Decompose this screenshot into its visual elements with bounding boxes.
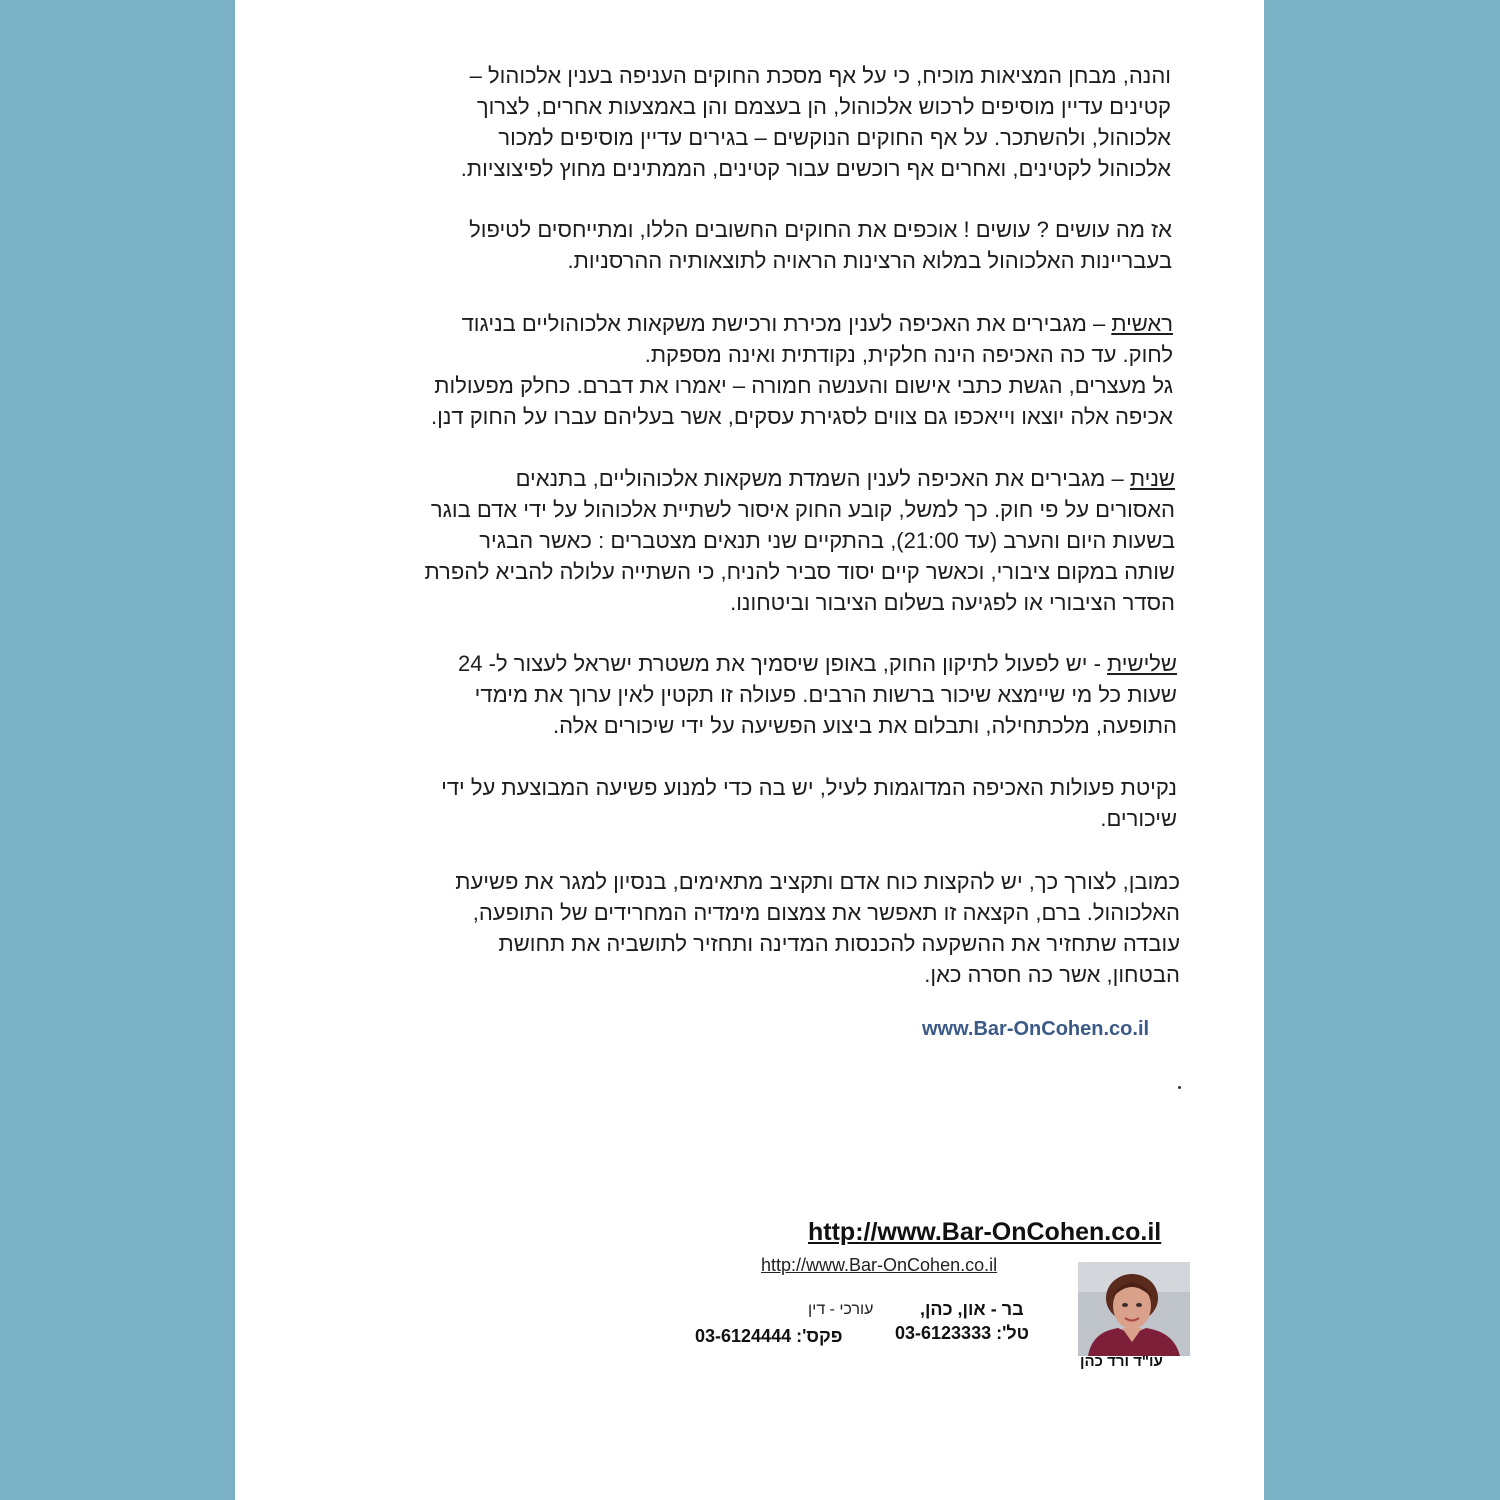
paragraph-conclusion <box>441 772 1177 834</box>
phone-number: טל': 03-6123333 <box>895 1323 1030 1343</box>
text-line: האלכוהול. ברם, הקצאה זו תאפשר את צמצום מימדיה המחרידים של התופעה, <box>472 900 1180 925</box>
text-line: בעבריינות האלכוהול במלוא הרצינות הראויה לתוצאותיה ההרסניות. <box>567 248 1172 273</box>
dot-mark <box>1178 1086 1181 1089</box>
text-line: והנה, מבחן המציאות מוכיח, כי על אף מסכת החוקים העניפה בענין אלכוהול – <box>469 63 1171 88</box>
text-line: שעות כל מי שיימצא שיכור ברשות הרבים. פעולה זו תקטין לאין ערוך את מימדי <box>474 682 1177 707</box>
footer-url-large[interactable]: http://www.Bar-OnCohen.co.il <box>808 1218 1162 1246</box>
text-line: הסדר הציבורי או לפגיעה בשלום הציבור וביטחונו. <box>730 590 1175 615</box>
firm-role: עורכי - דין <box>808 1301 874 1318</box>
text-line: – מגבירים את האכיפה לענין השמדת משקאות אלכוהוליים, בתנאים <box>515 466 1130 491</box>
text-line: הבטחון, אשר כה חסרה כאן. <box>924 962 1180 987</box>
paragraph-budget <box>455 866 1180 990</box>
firm-name: בר - און, כהן, <box>920 1299 1024 1319</box>
text-line: אז מה עושים ? עושים ! אוכפים את החוקים החשובים הללו, ומתייחסים לטיפול <box>469 217 1172 242</box>
text-line: אלכוהול, ולהשתכר. על אף החוקים הנוקשים – בגירים עדיין מוסיפים למכור <box>498 125 1171 150</box>
text-line: – מגבירים את האכיפה לענין מכירת ורכישת משקאות אלכוהוליים בניגוד <box>461 311 1112 336</box>
paragraph-third <box>458 648 1177 741</box>
text-line: התופעה, מלכתחילה, ותבלום את ביצוע הפשיעה על ידי שיכורים אלה. <box>553 713 1177 738</box>
text-line: כמובן, לצורך כך, יש להקצות כוח אדם ותקציב מתאימים, בנסיון למגר את פשיעת <box>455 869 1180 894</box>
paragraph-first <box>431 308 1173 432</box>
heading-third: שלישית <box>1107 651 1177 676</box>
photo-caption: עו"ד ורד כהן <box>1080 1353 1163 1370</box>
heading-second: שנית <box>1129 466 1175 491</box>
paragraph-second <box>425 463 1175 618</box>
text-line: אלכוהול לקטינים, ואחרים אף רוכשים עבור קטינים, הממתינים מחוץ לפיצוציות. <box>460 156 1171 181</box>
text-line: לחוק. עד כה האכיפה הינה חלקית, נקודתית ואינה מספקת. <box>644 342 1173 367</box>
text-line: עובדה שתחזיר את ההשקעה להכנסות המדינה ותחזיר לתושביה את תחושת <box>498 931 1180 956</box>
text-line: האסורים על פי חוק. כך למשל, קובע החוק איסור לשתיית אלכוהול על ידי אדם בוגר <box>430 497 1175 522</box>
text-line: אכיפה אלה יוצאו וייאכפו גם צווים לסגירת עסקים, אשר בעליהם עברו על החוק דנן. <box>431 404 1173 429</box>
paragraph-what-to-do <box>469 214 1172 276</box>
text-line: קטינים עדיין מוסיפים לרכוש אלכוהול, הן בעצמם והן באמצעות אחרים, לצרוך <box>476 94 1171 119</box>
text-line: בשעות היום והערב (עד 21:00), בהתקיים שני תנאים מצטברים : כאשר הבגיר <box>479 528 1175 553</box>
portrait-icon <box>1078 1262 1190 1356</box>
heading-first: ראשית <box>1111 311 1173 336</box>
text-line: נקיטת פעולות האכיפה המדוגמות לעיל, יש בה כדי למנוע פשיעה המבוצעת על ידי <box>441 775 1177 800</box>
fax-number: פקס': 03-6124444 <box>695 1326 843 1346</box>
footer-url-small[interactable]: http://www.Bar-OnCohen.co.il <box>761 1255 998 1275</box>
text-line: גל מעצרים, הגשת כתבי אישום והענשה חמורה – יאמרו את דברם. כחלק מפעולות <box>434 373 1173 398</box>
text-line: - יש לפעול לתיקון החוק, באופן שיסמיך את משטרת ישראל לעצור ל- 24 <box>458 651 1108 676</box>
text-line: שותה במקום ציבורי, וכאשר קיים יסוד סביר להניח, כי השתייה עלולה להביא להפרת <box>424 559 1175 584</box>
text-line: שיכורים. <box>1100 806 1177 831</box>
paragraph-intro <box>461 60 1171 184</box>
website-link[interactable]: www.Bar-OnCohen.co.il <box>922 1018 1150 1040</box>
portrait-photo <box>1078 1262 1190 1356</box>
